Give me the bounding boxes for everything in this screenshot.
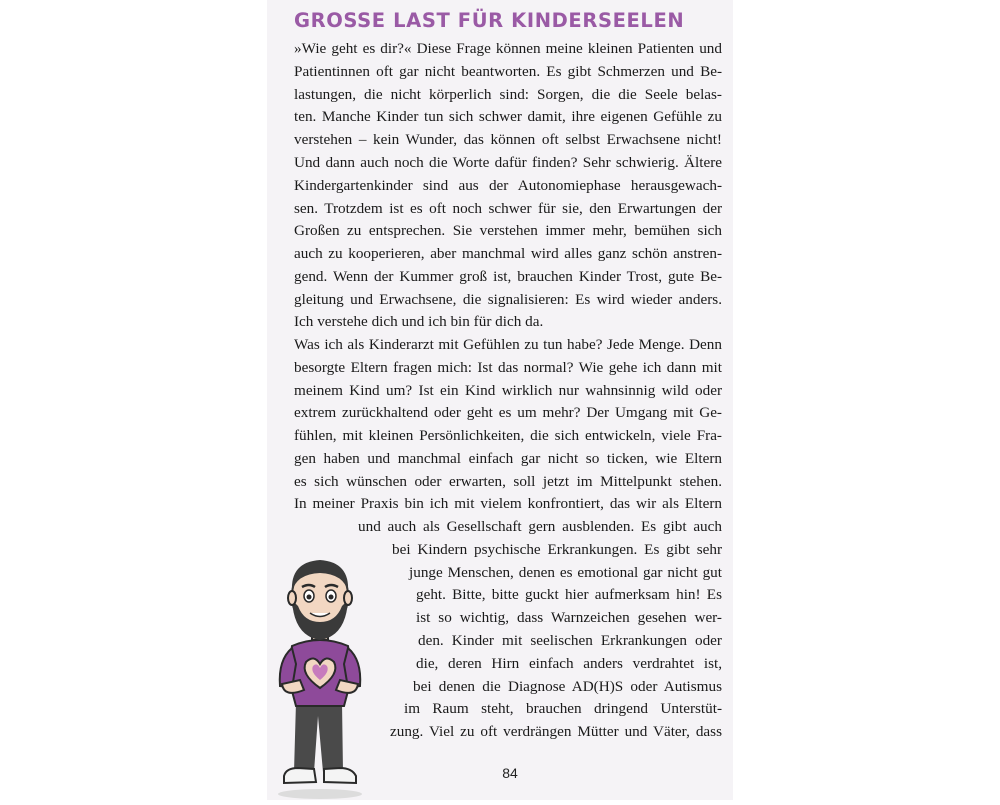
text-line: und auch als Gesellschaft gern ausblenden. Es gibt auch — [358, 518, 722, 535]
text-line: bei denen die Diagnose AD(H)S oder Autismus — [413, 678, 722, 695]
text-line: fühlen, mit kleinen Persönlichkeiten, die sich entwickeln, viele Fra- — [294, 427, 722, 444]
section-heading: GROSSE LAST FÜR KINDERSEELEN — [294, 9, 685, 32]
text-line: lastungen, die nicht körperlich sind: Sorgen, die die Seele belas- — [294, 86, 722, 103]
text-line: extrem zurückhaltend oder geht es um mehr? Der Umgang mit Ge- — [294, 404, 722, 421]
text-line: In meiner Praxis bin ich mit vielem konfrontiert, das wir als Eltern — [294, 495, 722, 512]
text-line: junge Menschen, denen es emotional gar nicht gut — [409, 564, 722, 581]
text-line: Großen zu entsprechen. Sie verstehen immer mehr, bemühen sich — [294, 222, 722, 239]
text-line: die, deren Hirn einfach anders verdrahtet ist, — [416, 655, 722, 672]
text-line: sen. Trotzdem ist es oft noch schwer für sie, den Erwartungen der — [294, 200, 722, 217]
text-line: ist so wichtig, dass Warnzeichen gesehen wer- — [416, 609, 722, 626]
page-number: 84 — [502, 765, 518, 781]
text-line: Ich verstehe dich und ich bin für dich da. — [294, 313, 544, 330]
text-line: ten. Manche Kinder tun sich schwer damit, ihre eigenen Gefühle zu — [294, 108, 722, 125]
text-line: es sich wünschen oder erwarten, soll jetzt im Mittelpunkt stehen. — [294, 473, 722, 490]
text-line: gleitung und Erwachsene, die signalisieren: Es wird wieder anders. — [294, 291, 722, 308]
text-line: im Raum steht, brauchen dringend Unterstüt- — [404, 700, 722, 717]
text-line: den. Kinder mit seelischen Erkrankungen oder — [418, 632, 722, 649]
text-line: Was ich als Kinderarzt mit Gefühlen zu tun habe? Jede Menge. Denn — [294, 336, 722, 353]
text-line: Kindergartenkinder sind aus der Autonomiephase herausgewach- — [294, 177, 722, 194]
text-line: meinem Kind um? Ist ein Kind wirklich nur wahnsinnig wild oder — [294, 382, 722, 399]
text-line: geht. Bitte, bitte guckt hier aufmerksam hin! Es — [416, 586, 722, 603]
text-line: zung. Viel zu oft verdrängen Mütter und Väter, dass — [390, 723, 722, 740]
text-line: verstehen – kein Wunder, das können oft selbst Erwachsene nicht! — [294, 131, 722, 148]
text-line: besorgte Eltern fragen mich: Ist das normal? Wie gehe ich dann mit — [294, 359, 722, 376]
text-line: Patientinnen oft gar nicht beantworten. Es gibt Schmerzen und Be- — [294, 63, 722, 80]
text-line: auch zu kooperieren, aber manchmal wird alles ganz schön anstren- — [294, 245, 722, 262]
text-line: gend. Wenn der Kummer groß ist, brauchen Kinder Trost, gute Be- — [294, 268, 722, 285]
text-line: bei Kindern psychische Erkrankungen. Es gibt sehr — [392, 541, 722, 558]
doctor-illustration — [270, 556, 370, 800]
text-line: gen haben und manchmal einfach gar nicht so ticken, wie Eltern — [294, 450, 722, 467]
text-line: »Wie geht es dir?« Diese Frage können meine kleinen Patienten und — [294, 40, 722, 57]
text-line: Und dann auch noch die Worte dafür finden? Sehr schwierig. Ältere — [294, 154, 722, 171]
